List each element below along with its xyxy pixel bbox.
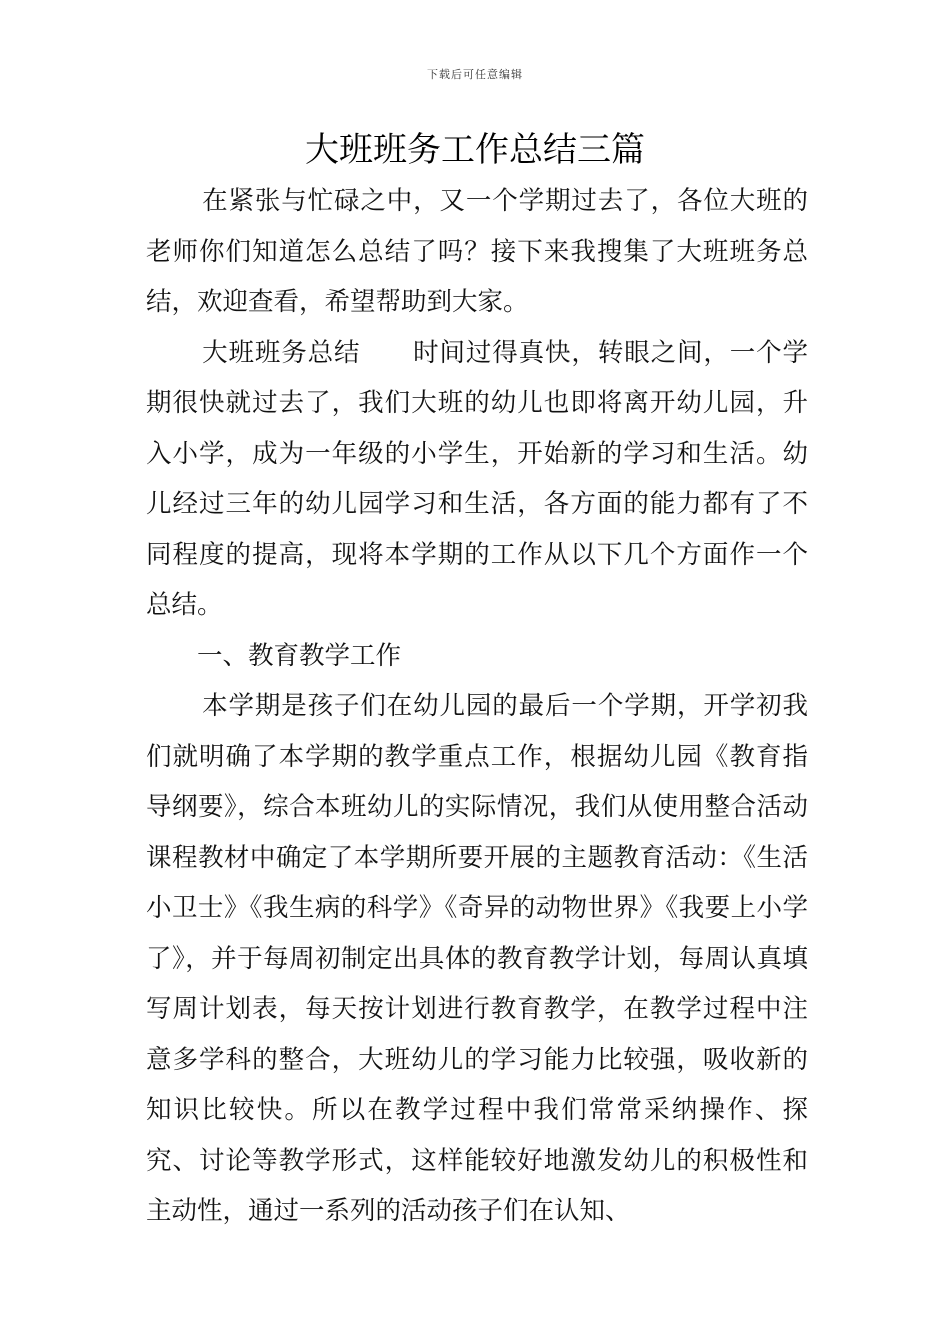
intro-paragraph: 在紧张与忙碌之中，又一个学期过去了，各位大班的老师你们知道怎么总结了吗？接下来我搜集了大班班务总结，欢迎查看，希望帮助到大家。 xyxy=(146,186,808,317)
section-heading-education: 一、教育教学工作 xyxy=(197,640,402,671)
document-title: 大班班务工作总结三篇 xyxy=(305,130,645,170)
document-body xyxy=(146,176,808,1237)
education-paragraph: 本学期是孩子们在幼儿园的最后一个学期，开学初我们就明确了本学期的教学重点工作，根据幼儿园《教育指导纲要》，综合本班幼儿的实际情况，我们从使用整合活动课程教材中确定了本学期所要开展的主题教育活动：《生活小卫士》《我生病的科学》《奇异的动物世界》《我要上小学了》，并于每周初制定出具体的教育教学计划，每周认真填写周计划表，每天按计划进行教育教学，在教学过程中注意多学科的整合，大班幼儿的学习能力比较强，吸收新的知识比较快。所以在教学过程中我们常常采纳操作、探究、讨论等教学形式，这样能较好地激发幼儿的积极性和主动性，通过一系列的活动孩子们在认知、 xyxy=(146,691,808,1226)
summary-paragraph: 大班班务总结 时间过得真快，转眼之间，一个学期很快就过去了，我们大班的幼儿也即将离开幼儿园，升入小学，成为一年级的小学生，开始新的学习和生活。幼儿经过三年的幼儿园学习和生活，各方面的能力都有了不同程度的提高，现将本学期的工作从以下几个方面作一个总结。 xyxy=(146,337,808,620)
page-header-note: 下载后可任意编辑 xyxy=(427,68,523,81)
